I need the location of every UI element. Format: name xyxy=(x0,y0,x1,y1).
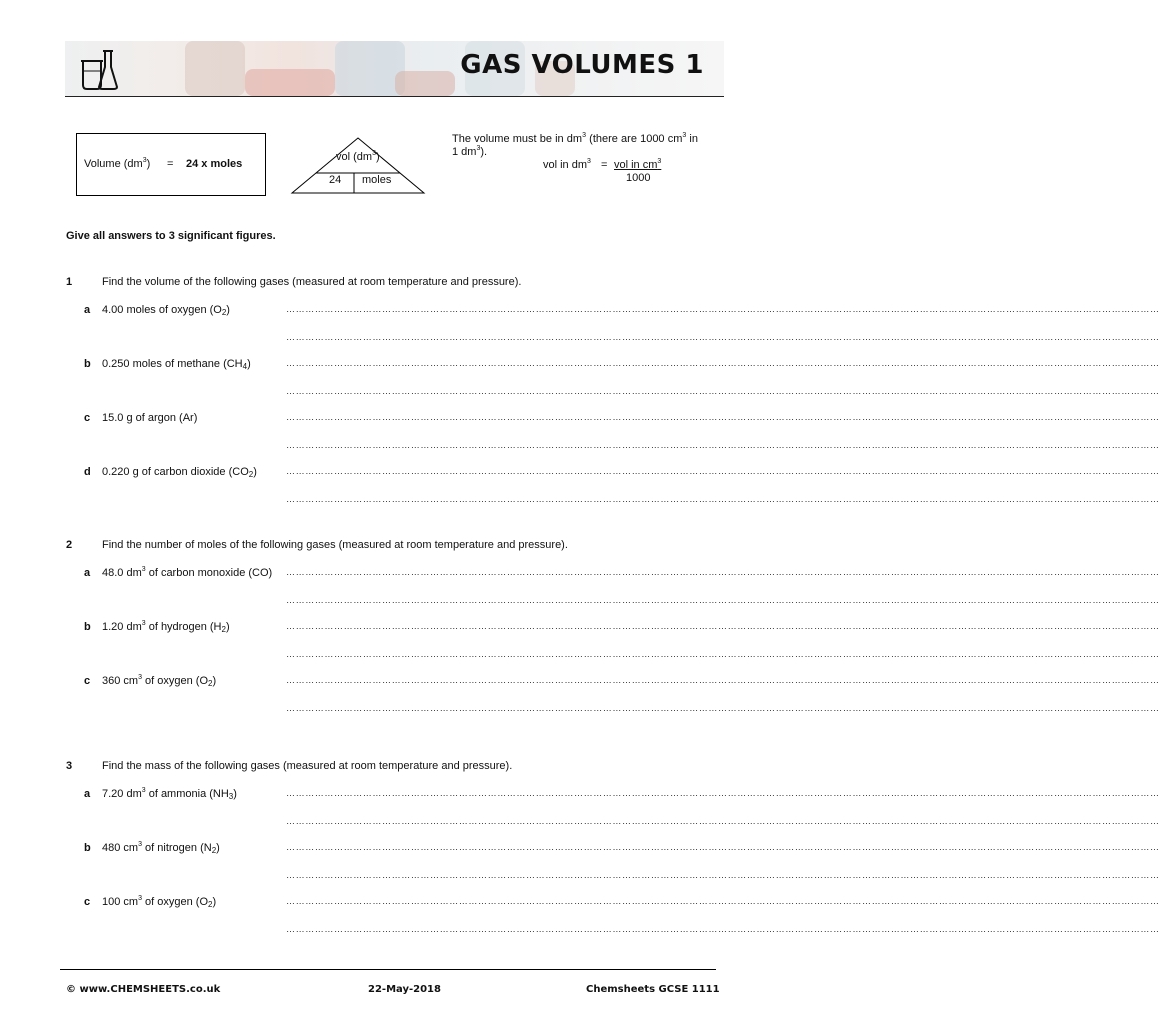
question-text: Find the mass of the following gases (measured at room temperature and pressure). xyxy=(102,760,513,772)
answer-line[interactable]: ………………………………………………………………………………………………………………………………………………………………………………………………………………………………………………… xyxy=(286,621,1160,631)
formula-equals: = xyxy=(167,158,174,170)
question-number: 2 xyxy=(66,539,73,551)
answer-line[interactable]: ………………………………………………………………………………………………………………………………………………………………………………………………………………………………………………… xyxy=(286,466,1160,476)
part-text: 7.20 $dm^3$ of ammonia $(NH_3)$ xyxy=(102,787,237,801)
answer-line[interactable]: ………………………………………………………………………………………………………………………………………………………………………………………………………………………………………………… xyxy=(286,595,1160,605)
part-text: 15.0 g of argon (Ar) xyxy=(102,412,198,424)
part-text: 100 $cm^3$ of oxygen $(O_2)$ xyxy=(102,895,217,909)
part-text: 4.00 moles of oxygen $(O_2)$ xyxy=(102,304,230,317)
question-text: Find the volume of the following gases (measured at room temperature and pressure). xyxy=(102,276,522,288)
footer-sheet-code: Chemsheets GCSE 1111 xyxy=(586,984,720,995)
part-letter: d xyxy=(84,466,91,478)
part-letter: b xyxy=(84,842,91,854)
answer-line[interactable]: ………………………………………………………………………………………………………………………………………………………………………………………………………………………………………………… xyxy=(286,896,1160,906)
answer-line[interactable]: ………………………………………………………………………………………………………………………………………………………………………………………………………………………………………………… xyxy=(286,788,1160,798)
part-text: 48.0 $dm^3$ of carbon monoxide (CO) xyxy=(102,566,273,579)
unit-note: The volume must be in $dm^3$ (there are 1000 $cm^3$ in 1 $dm^3$). xyxy=(452,132,698,158)
footer-divider xyxy=(60,969,716,970)
part-text: 360 $cm^3$ of oxygen $(O_2)$ xyxy=(102,674,217,688)
part-letter: c xyxy=(84,675,91,687)
answer-line[interactable]: ………………………………………………………………………………………………………………………………………………………………………………………………………………………………………………… xyxy=(286,567,1160,577)
part-letter: c xyxy=(84,412,91,424)
triangle-right-label: moles xyxy=(362,174,392,186)
answer-line[interactable]: ………………………………………………………………………………………………………………………………………………………………………………………………………………………………………………… xyxy=(286,924,1160,934)
answer-line[interactable]: ………………………………………………………………………………………………………………………………………………………………………………………………………………………………………………… xyxy=(286,816,1160,826)
page-title: GAS VOLUMES 1 xyxy=(460,50,704,80)
answer-line[interactable]: ………………………………………………………………………………………………………………………………………………………………………………………………………………………………………………… xyxy=(286,494,1160,504)
lab-glassware-icon xyxy=(75,47,119,91)
triangle-top-label: vol $(dm^3)$ xyxy=(336,150,380,163)
question-number: 3 xyxy=(66,760,73,772)
volume-formula-box xyxy=(76,133,266,196)
part-text: 1.20 $dm^3$ of hydrogen $(H_2)$ xyxy=(102,620,230,634)
conversion-denominator: 1000 xyxy=(626,172,651,184)
part-text: 480 $cm^3$ of nitrogen $(N_2)$ xyxy=(102,841,220,855)
answer-line[interactable]: ………………………………………………………………………………………………………………………………………………………………………………………………………………………………………………… xyxy=(286,412,1160,422)
footer-date: 22-May-2018 xyxy=(368,984,441,995)
formula-rhs: 24 x moles xyxy=(186,158,243,170)
part-text: 0.220 g of carbon dioxide $(CO_2)$ xyxy=(102,466,257,479)
conversion-equals: = xyxy=(601,159,608,171)
answer-line[interactable]: ………………………………………………………………………………………………………………………………………………………………………………………………………………………………………………… xyxy=(286,386,1160,396)
conversion-numerator: vol in $cm^3$ xyxy=(614,158,662,171)
answer-line[interactable]: ………………………………………………………………………………………………………………………………………………………………………………………………………………………………………………… xyxy=(286,675,1160,685)
answer-line[interactable]: ………………………………………………………………………………………………………………………………………………………………………………………………………………………………………………… xyxy=(286,870,1160,880)
triangle-left-label: 24 xyxy=(329,174,342,186)
answer-line[interactable]: ………………………………………………………………………………………………………………………………………………………………………………………………………………………………………………… xyxy=(286,440,1160,450)
answer-line[interactable]: ………………………………………………………………………………………………………………………………………………………………………………………………………………………………………………… xyxy=(286,842,1160,852)
formula-triangle xyxy=(290,137,426,194)
answer-line[interactable]: ………………………………………………………………………………………………………………………………………………………………………………………………………………………………………………… xyxy=(286,703,1160,713)
answer-line[interactable]: ………………………………………………………………………………………………………………………………………………………………………………………………………………………………………………… xyxy=(286,332,1160,342)
part-letter: b xyxy=(84,358,91,370)
question-number: 1 xyxy=(66,276,73,288)
instruction-text: Give all answers to 3 significant figures. xyxy=(66,230,276,242)
question-text: Find the number of moles of the following gases (measured at room temperature and pressure). xyxy=(102,539,568,551)
part-letter: b xyxy=(84,621,91,633)
formula-label: Volume $(dm^3)$ xyxy=(84,157,151,170)
part-text: 0.250 moles of methane $(CH_4)$ xyxy=(102,358,251,371)
footer-copyright-link[interactable]: © www.CHEMSHEETS.co.uk xyxy=(66,984,221,995)
part-letter: a xyxy=(84,788,91,800)
header-banner xyxy=(65,41,724,97)
part-letter: a xyxy=(84,567,91,579)
answer-line[interactable]: ………………………………………………………………………………………………………………………………………………………………………………………………………………………………………………… xyxy=(286,304,1160,314)
conversion-lhs: vol in $dm^3$ xyxy=(543,158,591,171)
part-letter: c xyxy=(84,896,91,908)
answer-line[interactable]: ………………………………………………………………………………………………………………………………………………………………………………………………………………………………………………… xyxy=(286,649,1160,659)
answer-line[interactable]: ………………………………………………………………………………………………………………………………………………………………………………………………………………………………………………… xyxy=(286,358,1160,368)
part-letter: a xyxy=(84,304,91,316)
